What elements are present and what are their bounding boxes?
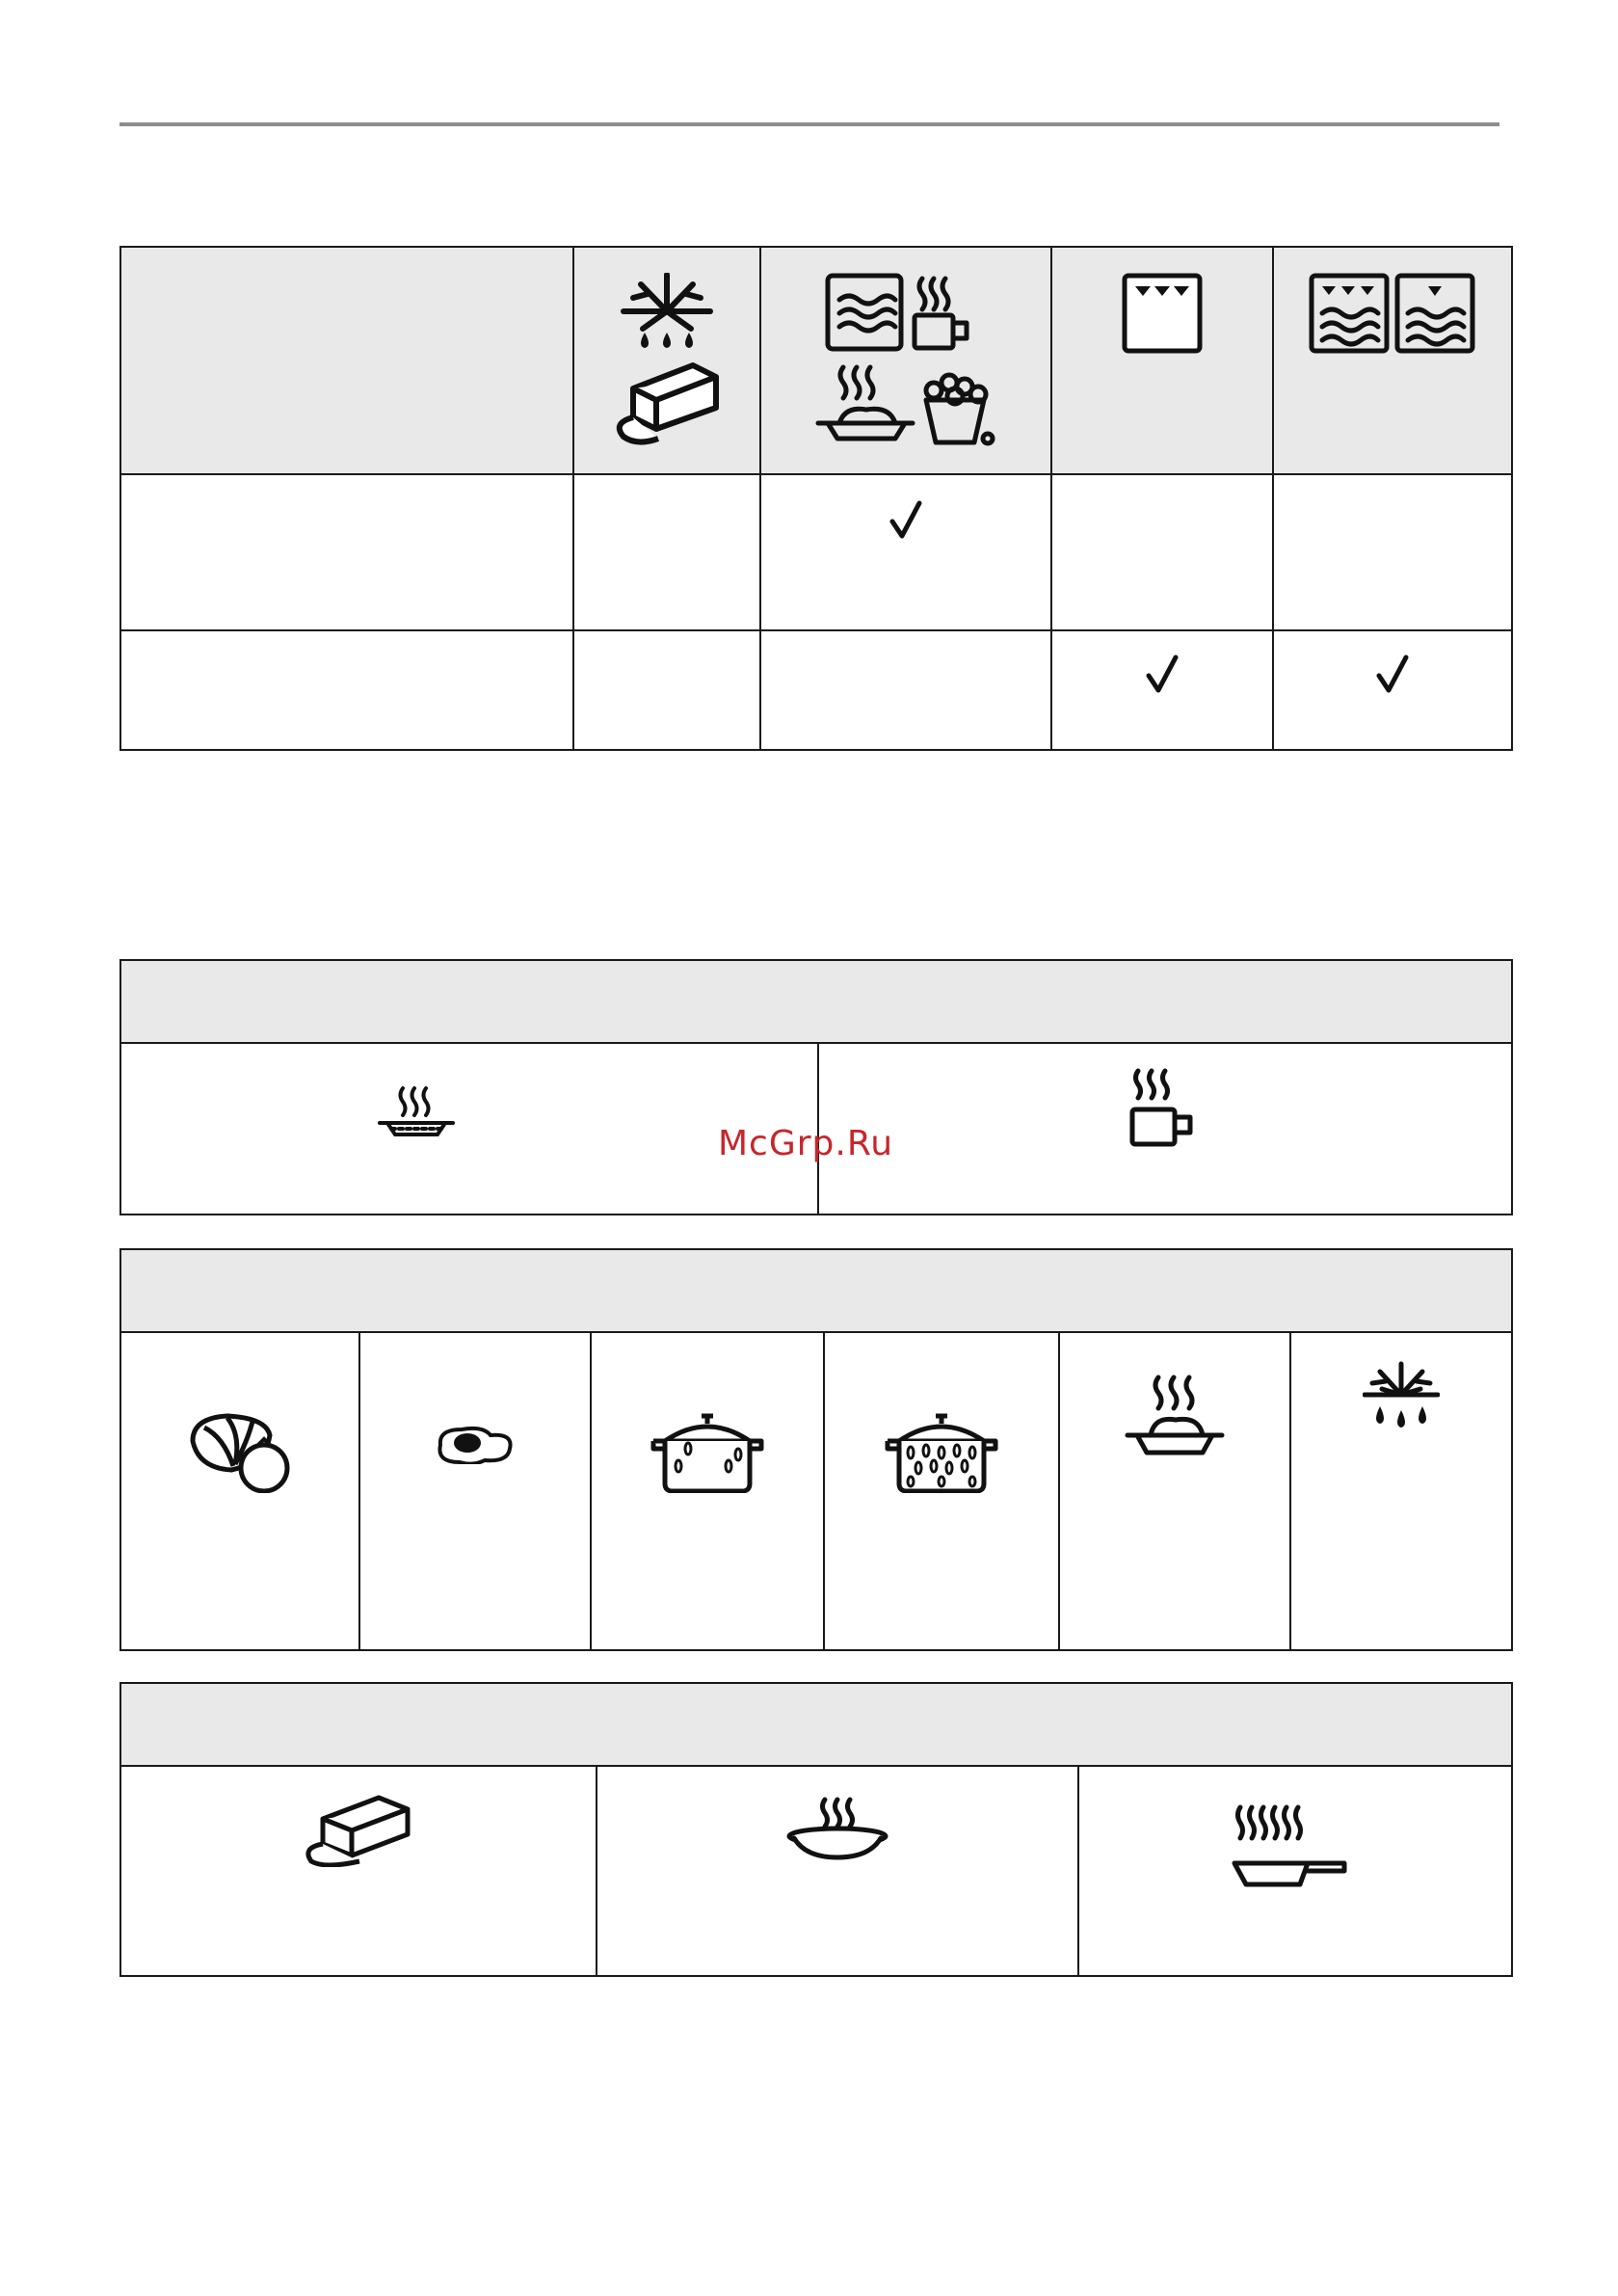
- header-defrost-cell: [573, 247, 760, 474]
- defrost-icon: [1363, 1360, 1440, 1435]
- table-cell: [1059, 1332, 1290, 1650]
- microwave-reheat-icon: [814, 273, 997, 446]
- reheat-table: [119, 959, 1513, 1215]
- melting-butter-icon: [304, 1790, 413, 1867]
- steaming-dish-icon: [1124, 1374, 1226, 1460]
- combi-mode-icon: [1309, 273, 1476, 354]
- table-cell: [1273, 630, 1512, 750]
- section-header: [120, 960, 1512, 1043]
- vegetables-icon: [185, 1412, 295, 1493]
- header-blank-cell: [120, 247, 573, 474]
- table-cell: [573, 474, 760, 630]
- section-header: [120, 1249, 1512, 1332]
- table-cell: [1290, 1332, 1512, 1650]
- table-cell: [573, 630, 760, 750]
- header-microwave-cell: [760, 247, 1051, 474]
- table-cell: [1078, 1766, 1512, 1976]
- table-cell: [120, 1332, 359, 1650]
- pie-dish-steam-icon: [376, 1084, 457, 1142]
- table-cell: [1051, 474, 1273, 630]
- watermark: McGrp.Ru: [718, 1124, 894, 1163]
- soup-plate-icon: [784, 1796, 890, 1863]
- oven-top-heat-icon: [1122, 273, 1203, 354]
- pot-icon: [650, 1412, 765, 1493]
- section-header: [120, 1683, 1512, 1766]
- cooking-table: [119, 1248, 1513, 1651]
- check-icon: [1376, 654, 1409, 693]
- fried-egg-icon: [435, 1426, 516, 1464]
- check-icon: [1146, 654, 1179, 693]
- table-cell: [120, 1043, 818, 1215]
- table-row: [120, 630, 1512, 750]
- table-cell: [760, 474, 1051, 630]
- mode-comparison-table: [119, 246, 1513, 751]
- table-cell: [120, 1766, 597, 1976]
- table-cell: [359, 1332, 591, 1650]
- defrost-icon: [604, 273, 729, 446]
- top-rule: [119, 122, 1499, 126]
- header-oven-cell: [1051, 247, 1273, 474]
- table-cell: [1273, 474, 1512, 630]
- row-label-cell: [120, 630, 573, 750]
- pot-bubbles-icon: [884, 1412, 999, 1493]
- melt-heat-table: [119, 1682, 1513, 1977]
- frying-pan-icon: [1231, 1803, 1350, 1890]
- table-cell: [1051, 630, 1273, 750]
- row-label-cell: [120, 474, 573, 630]
- header-combi-cell: [1273, 247, 1512, 474]
- table-row: [120, 474, 1512, 630]
- table-cell: [597, 1766, 1078, 1976]
- cup-steam-icon: [1128, 1067, 1196, 1148]
- check-icon: [889, 500, 922, 539]
- table-cell: [760, 630, 1051, 750]
- table-cell: [824, 1332, 1059, 1650]
- table-cell: [591, 1332, 824, 1650]
- table-cell: [818, 1043, 1512, 1215]
